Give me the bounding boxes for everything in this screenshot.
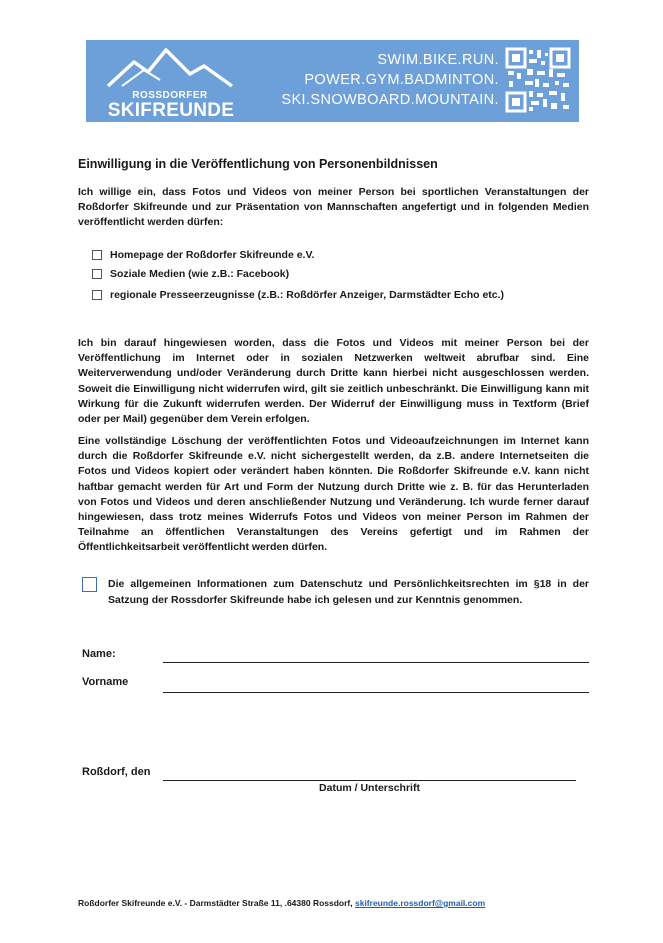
signature-caption: Datum / Unterschrift (319, 782, 420, 794)
checkbox-homepage[interactable] (92, 250, 102, 260)
vorname-field[interactable] (163, 692, 589, 693)
checkbox-social-media[interactable] (92, 269, 102, 279)
logo-main-text: SKIFREUNDE (107, 100, 235, 121)
name-field[interactable] (163, 662, 589, 663)
name-label: Name: (82, 648, 116, 660)
deletion-paragraph: Eine vollständige Löschung der veröffentlichten Fotos und Videoaufzeichnungen im Internet kann durch die Roßdorfer Skifreunde e.V. nicht sichergestellt werden, da z.B. andere Internetseiten die Fotos und Videos kopiert oder verändert haben könnten. Die Roßdorfer Skifreunde e.V. kann nicht haftbar gemacht werden für Art und Form der Nutzung durch Dritte wie z. B. für das Herunterladen von Fotos und Videos und deren anschließender Nutzung und Veränderung. Ich wurde ferner darauf hingewiesen, dass trotz meines Widerrufs Fotos und Videos von meiner Person im Rahmen der Teilnahme an öffentlichen Veranstaltungen des Vereins gefertigt und im Rahmen der Öffentlichkeitsarbeit veröffentlicht werden dürfen. (78, 435, 589, 554)
slogan-line: SWIM.BIKE.RUN. (377, 52, 499, 68)
club-logo (86, 40, 256, 122)
date-signature-field[interactable] (163, 780, 576, 781)
option-social-media[interactable] (92, 268, 289, 280)
footer-address: Roßdorfer Skifreunde e.V. - Darmstädter Straße 11, .64380 Rossdorf, (78, 898, 355, 908)
logo-top-text: ROSSDORFER (132, 90, 208, 101)
option-label: regionale Presseerzeugnisse (z.B.: Roßdörfer Anzeiger, Darmstädter Echo etc.) (110, 289, 505, 301)
notice-paragraph: Ich bin darauf hingewiesen worden, dass die Fotos und Videos mit meiner Person bei der Veröffentlichung im Internet oder in sozialen Netzwerken weltweit abrufbar sind. Eine Weiterverwendung und/oder Veränderung durch Dritte kann hierbei nicht ausgeschlossen werden. Soweit die Einwilligung nicht widerrufen wird, gilt sie zeitlich unbeschränkt. Die Einwilligung kann mit Wirkung für die Zukunft widerrufen werden. Der Widerruf der Einwilligung muss in Textform (Brief oder per Mail) gegenüber dem Verein erfolgen. (78, 337, 589, 426)
option-label: Homepage der Roßdorfer Skifreunde e.V. (110, 249, 315, 261)
consent-checkbox[interactable] (82, 577, 97, 592)
consent-text: Die allgemeinen Informationen zum Datenschutz und Persönlichkeitsrechten im §18 in der Satzung der Rossdorfer Skifreunde habe ich gelesen und zur Kenntnis genommen. (108, 578, 589, 606)
page-title: Einwilligung in die Veröffentlichung von Personenbildnissen (78, 157, 438, 171)
slogan (281, 50, 499, 110)
slogan-line: SKI.SNOWBOARD.MOUNTAIN. (281, 92, 499, 108)
vorname-label: Vorname (82, 676, 129, 688)
option-label: Soziale Medien (wie z.B.: Facebook) (110, 268, 290, 280)
footer (78, 898, 485, 908)
intro-paragraph: Ich willige ein, dass Fotos und Videos von meiner Person bei sportlichen Veranstaltungen der Roßdorfer Skifreunde und zur Präsentation von Mannschaften angefertigt und in folgenden Medien veröffentlicht werden dürfen: (78, 186, 589, 229)
qr-code-icon[interactable] (505, 47, 571, 113)
option-homepage[interactable] (92, 249, 314, 261)
option-press[interactable] (92, 289, 504, 301)
place-label: Roßdorf, den (82, 766, 151, 778)
footer-email-link[interactable]: skifreunde.rossdorf@gmail.com (354, 898, 486, 908)
header-banner (86, 40, 579, 122)
slogan-line: POWER.GYM.BADMINTON. (304, 72, 499, 88)
checkbox-press[interactable] (92, 290, 102, 300)
